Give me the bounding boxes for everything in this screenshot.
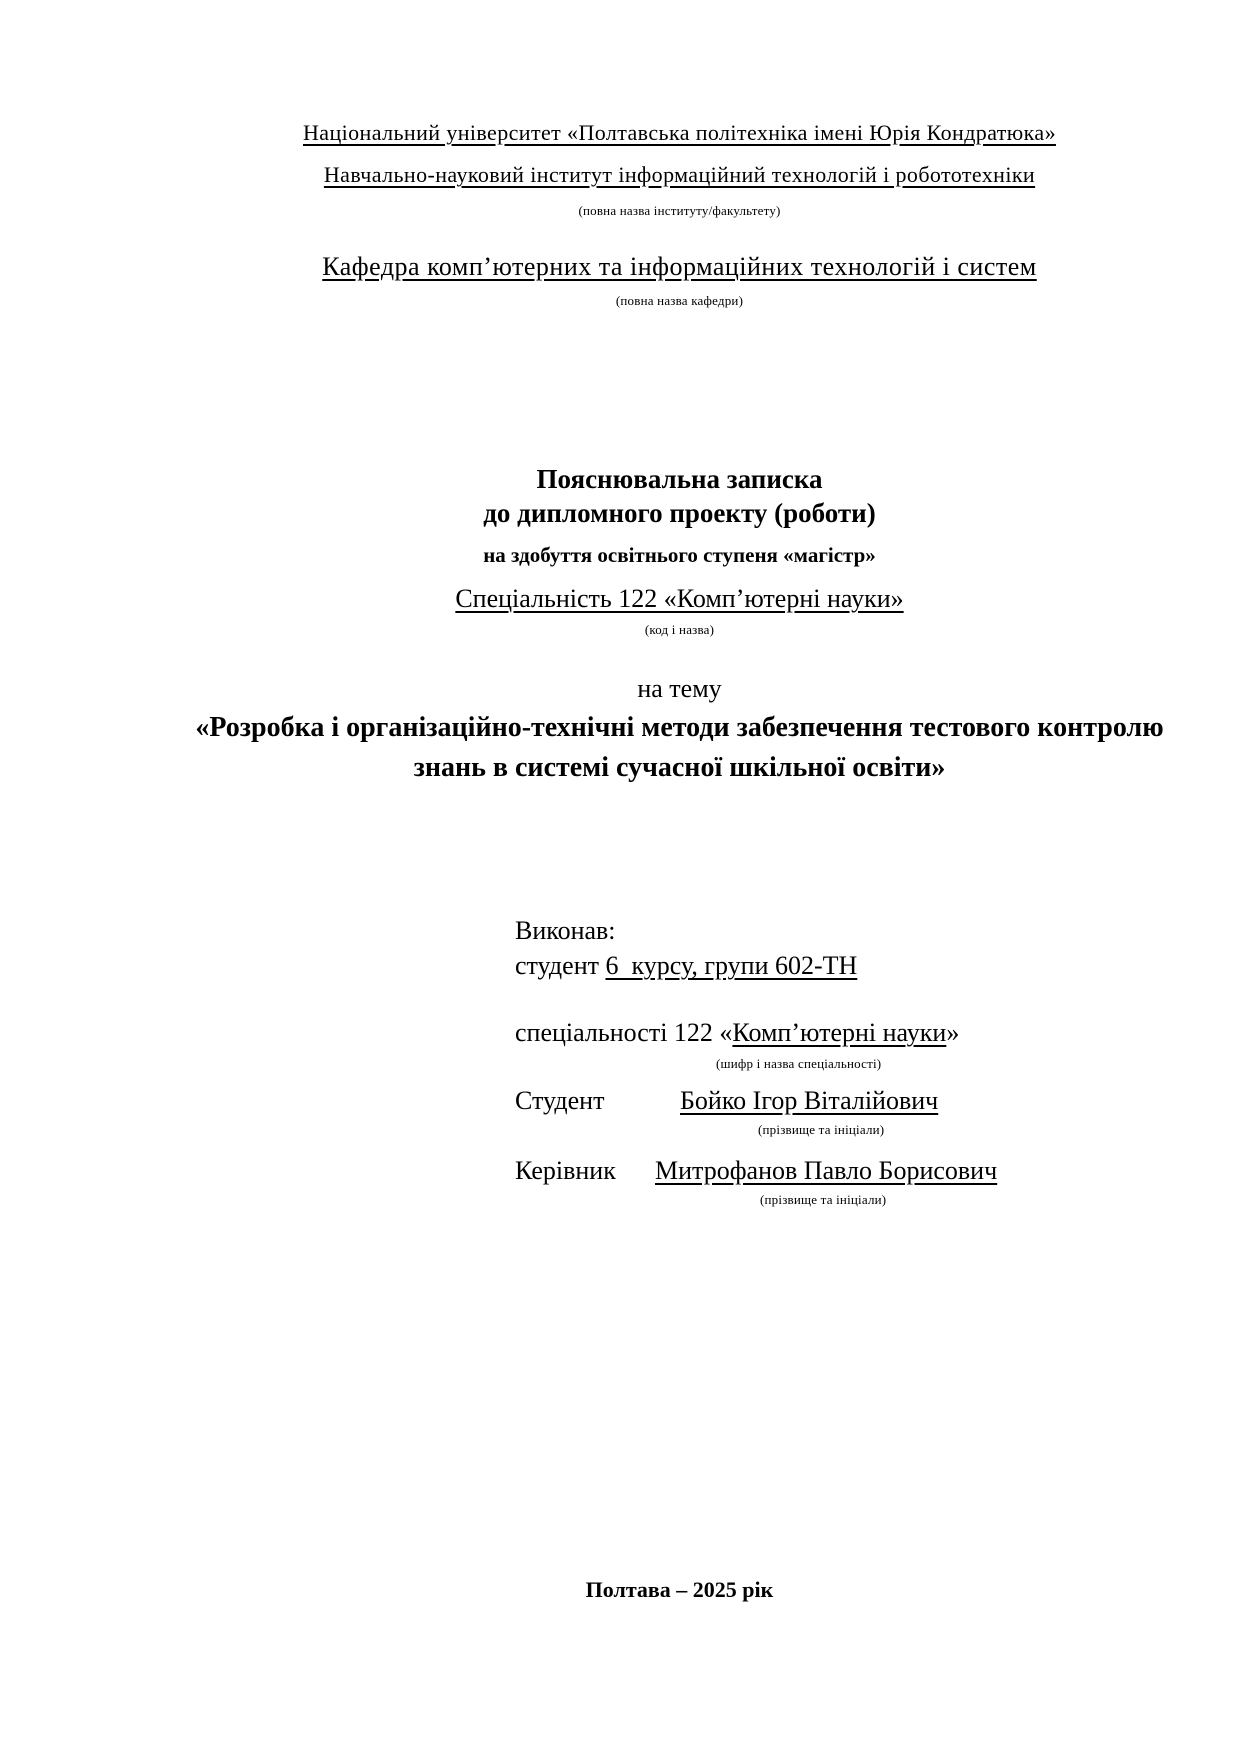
topic-label: на тему: [637, 674, 722, 703]
document-title-line1: Пояснювальна записка: [536, 464, 823, 494]
specialty-caption: (код і назва): [644, 622, 715, 637]
student-course-line: [515, 951, 857, 981]
institute-caption: (повна назва інституту/факультету): [578, 203, 781, 218]
performed-label: Виконав:: [515, 916, 616, 945]
executor-specialty-suffix: »: [946, 1018, 960, 1047]
supervisor-name: Митрофанов Павло Борисович: [655, 1156, 998, 1185]
executor-specialty-prefix: спеціальності 122 «: [515, 1018, 733, 1047]
executor-specialty-caption: (шифр і назва спеціальності): [716, 1056, 882, 1071]
executor-specialty-value: Комп’ютерні науки: [732, 1018, 947, 1047]
student-label: Студент: [515, 1086, 605, 1115]
supervisor-name-caption: (прізвище та ініціали): [760, 1192, 887, 1207]
student-course-value: 6 курсу, групи 602-ТН: [605, 951, 858, 980]
student-signature-line: [515, 1086, 938, 1116]
city-year-line: Полтава – 2025 рік: [585, 1577, 774, 1602]
university-name: Національний університет «Полтавська політехніка імені Юрія Кондратюка»: [303, 120, 1056, 145]
student-course-prefix: студент: [515, 951, 606, 980]
specialty-line: Спеціальність 122 «Комп’ютерні науки»: [455, 584, 904, 613]
department-caption: (повна назва кафедри): [615, 293, 744, 308]
supervisor-label: Керівник: [515, 1156, 616, 1185]
department-name: Кафедра комп’ютерних та інформаційних технологій і систем: [322, 252, 1037, 281]
topic-title: «Розробка і організаційно-технічні методи забезпечення тестового контролю знань в системі сучасної шкільної освіти»: [195, 712, 1164, 783]
executor-specialty-line: [515, 1018, 959, 1048]
institute-name: Навчально-науковий інститут інформаційний технологій і робототехніки: [323, 162, 1036, 187]
document-title-line2: до дипломного проекту (роботи): [483, 498, 876, 528]
degree-line: на здобуття освітнього ступеня «магістр»: [483, 543, 876, 567]
student-name-caption: (прізвище та ініціали): [758, 1122, 885, 1137]
student-name: Бойко Ігор Віталійович: [680, 1086, 939, 1115]
supervisor-signature-line: [515, 1156, 997, 1186]
